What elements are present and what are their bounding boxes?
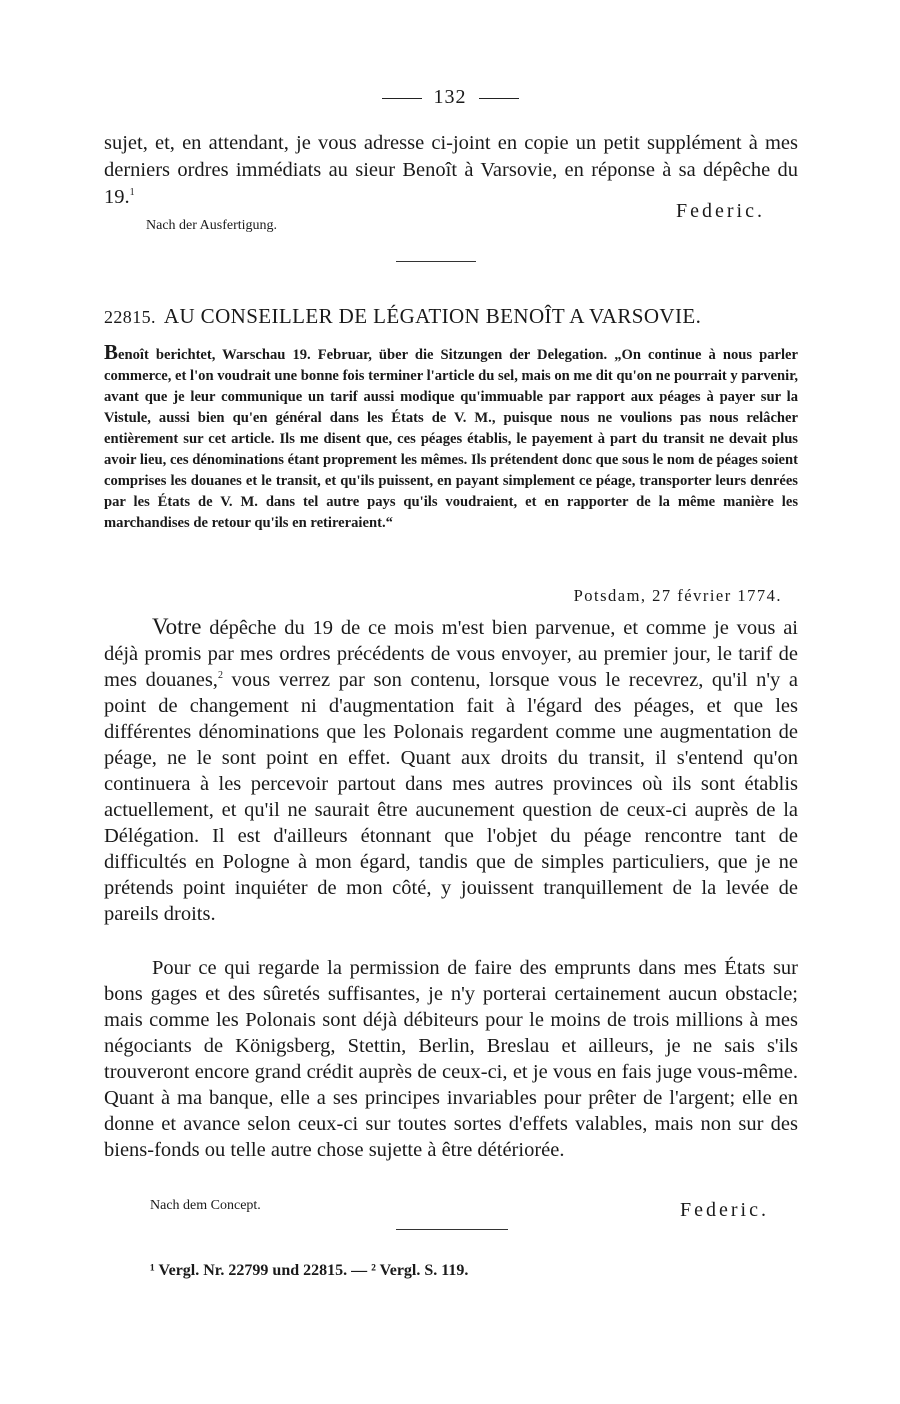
summary-paragraph — [104, 342, 798, 534]
page-number-header — [0, 86, 900, 109]
page-number: 132 — [433, 86, 467, 108]
body-paragraph — [104, 614, 798, 927]
source-note: Nach der Ausfertigung. — [146, 218, 278, 233]
summary-initial: B — [104, 340, 119, 364]
section-divider — [396, 261, 476, 262]
body-paragraph: Pour ce qui regarde la permission de faire des emprunts dans mes États sur bons gages et des sûretés suffisantes, je n'y porterai certainement aucun obstacle; mais comme les Polonais sont déjà débiteurs pour le moins de trois millions à mes négociants de Königsberg, Stettin, Berlin, Breslau et ailleurs, je ne sais s'ils trouveront encore grand crédit auprès de ceux-ci, et je vous en fais juge vous-même. Quant à ma banque, elle a ses principes invariables pour prêter de l'argent; elle en donne et avance selon ceux-ci sur toutes sortes d'effets valables, mais non sur des biens-fonds ou telle autre chose sujette à être détériorée. — [104, 957, 798, 1161]
footnote-marker: 2 — [217, 670, 223, 682]
continuation-paragraph — [104, 130, 798, 211]
header-dash-right — [479, 98, 519, 99]
paragraph-first-word: Votre — [152, 614, 202, 639]
dateline: Potsdam, 27 février 1774. — [573, 586, 782, 605]
continuation-text: sujet, et, en attendant, je vous adresse ci-joint en copie un petit supplément à mes derniers ordres immédiats au sieur Benoît à Varsovie, en réponse à sa dépêche du 19. — [104, 132, 798, 208]
footnote-marker: 1 — [129, 187, 135, 199]
footnotes: ¹ Vergl. Nr. 22799 und 22815. — ² Vergl. S. 119. — [150, 1262, 469, 1279]
footnote-divider — [396, 1229, 508, 1230]
signature: Federic. — [676, 200, 765, 222]
summary-text: enoît berichtet, Warschau 19. Februar, über die Sitzungen der Delegation. „On continue à nous parler commerce, et l'on voudrait une bonne fois terminer l'article du sel, mais on me dit qu'on ne pourrait y parvenir, avant que je leur communique un tarif aussi modique qu'immuable par rapport aux péages à payer sur la Vistule, aussi bien qu'en général dans les États de V. M., puisque nous ne voulions pas nous relâcher entièrement sur cet article. Ils me disent que, ces péages établis, le payement à part du transit ne devait plus avoir lieu, ces dénominations étant proprement les mêmes. Ils prétendent donc que sous le nom de péages soient comprises les douanes et le transit, et qu'ils puissent, en payant simplement ce péage, transporter leurs denrées par les États de V. M. dans tel autre pays qu'ils voudraient, et en rapporter de la même manière les marchandises de retour qu'ils en retireraient.“ — [104, 347, 798, 531]
body-text: vous verrez par son contenu, lorsque vous le recevrez, qu'il n'y a point de changement ni d'augmentation fait à l'égard des péages, et que les différentes dénominations que les Polonais regardent comme une augmentation de péage, ne le sont point en effet. Quant aux droits du transit, il s'entend qu'on continuera à les percevoir partout dans mes autres provinces où ils sont établis actuellement, et qu'il ne saurait être aucunement question de ceux-ci auprès de la Délégation. Il est d'ailleurs étonnant que l'objet du péage rencontre tant de difficultés en Pologne à mon égard, tandis que de simples particuliers, que je ne prétends point inquiéter de mon côté, y jouissent tranquillement de la levée de pareils droits. — [104, 669, 799, 925]
source-note: Nach dem Concept. — [150, 1198, 261, 1213]
document-number: 22815. — [104, 307, 156, 327]
document-heading — [104, 304, 804, 329]
body-text: dépêche du 19 de ce mois m'est bien parvenue, et comme je vous ai déjà promis par mes ordres précédents de vous envoyer, au premier jour, le tarif de mes douanes, — [104, 617, 798, 691]
document-title: AU CONSEILLER DE LÉGATION BENOÎT A VARSOVIE. — [163, 304, 702, 328]
signature: Federic. — [680, 1199, 769, 1221]
header-dash-left — [382, 98, 422, 99]
